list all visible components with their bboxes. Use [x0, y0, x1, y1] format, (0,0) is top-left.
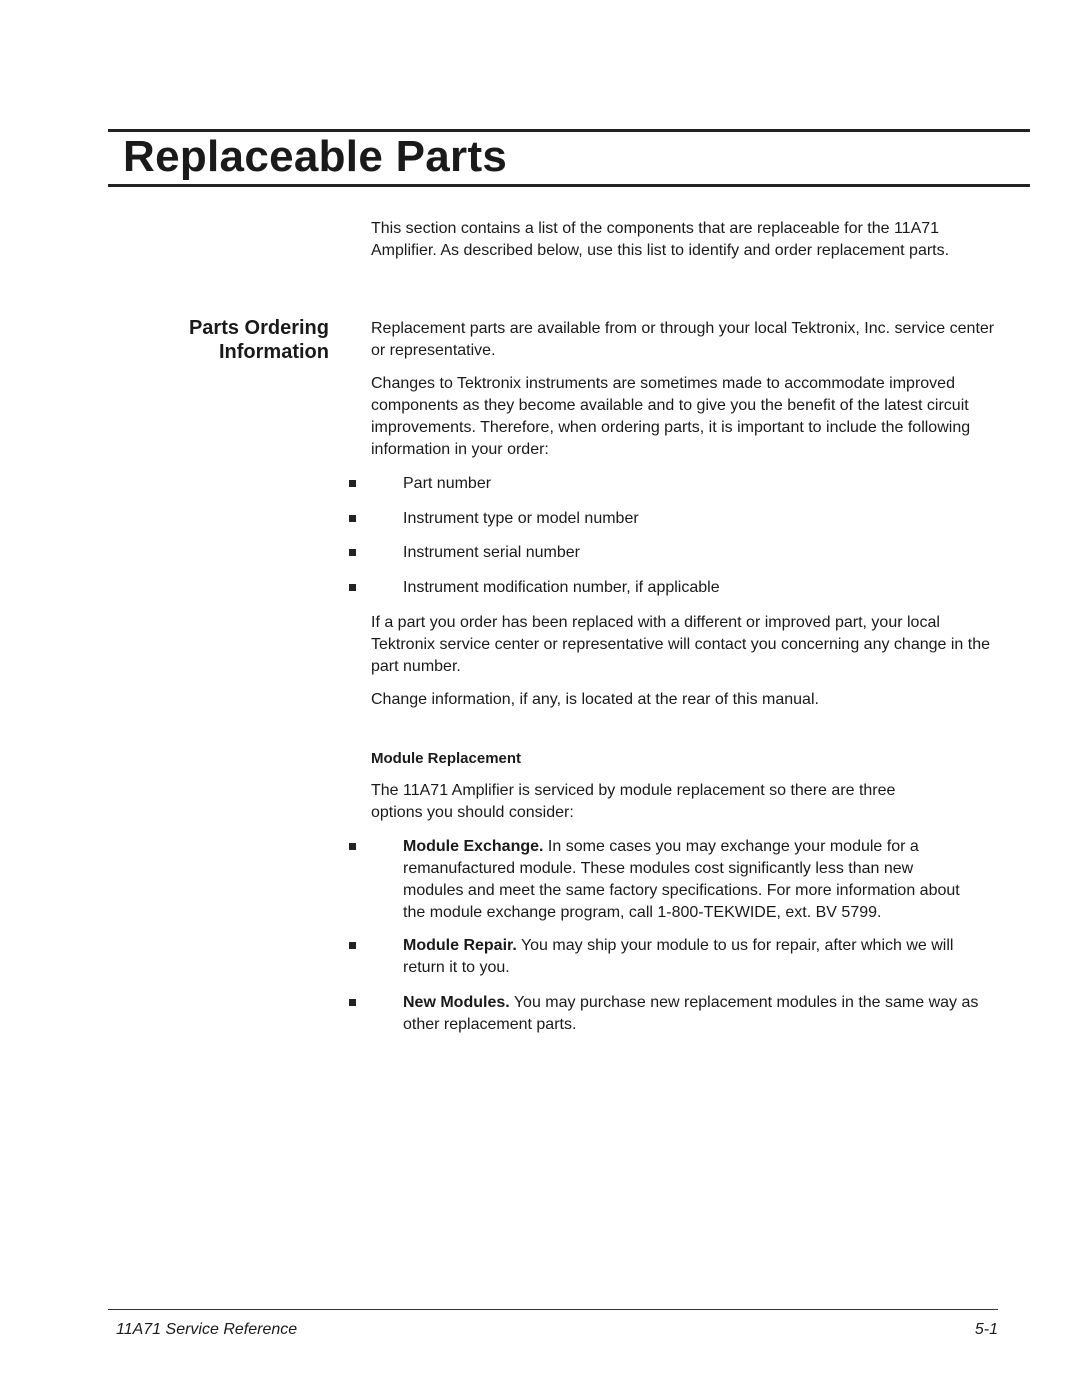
- list-item: New Modules. You may purchase new replacement modules in the same way as other replacement parts.: [349, 992, 984, 1036]
- page-number: 5-1: [974, 1321, 998, 1338]
- list-item: Part number: [349, 473, 999, 495]
- paragraph: Replacement parts are available from or through your local Tektronix, Inc. service center or representative.: [371, 320, 995, 359]
- section-heading: Parts Ordering Information: [188, 317, 329, 363]
- bullet-icon: [349, 942, 356, 949]
- paragraph: Change information, if any, is located at the rear of this manual.: [371, 691, 819, 708]
- paragraph: If a part you order has been replaced with a different or improved part, your local Tektronix service center or representative will contact you concerning any change in the part number.: [371, 614, 990, 675]
- list-item: Module Exchange. In some cases you may exchange your module for a remanufactured module. These modules cost significantly less than new modules and meet the same factory specifications. For more information about the module exchange program, call 1-800-TEKWIDE, ext. BV 5799.: [349, 836, 974, 924]
- bullet-icon: [349, 843, 356, 850]
- list-item: Instrument modification number, if applicable: [349, 577, 999, 599]
- footer-rule: [108, 1309, 998, 1310]
- list-item: Instrument type or model number: [349, 508, 999, 530]
- bullet-icon: [349, 549, 356, 556]
- bullet-icon: [349, 584, 356, 591]
- title-bottom-rule: [108, 184, 1030, 187]
- list-item: Module Repair. You may ship your module to us for repair, after which we will return it to you.: [349, 935, 984, 979]
- bullet-icon: [349, 480, 356, 487]
- paragraph: The 11A71 Amplifier is serviced by module replacement so there are three options you should consider:: [371, 782, 896, 821]
- paragraph: Changes to Tektronix instruments are sometimes made to accommodate improved components as they become available and to give you the benefit of the latest circuit improvements. Therefore, when ordering parts, it is important to include the following information in your order:: [371, 375, 971, 458]
- bullet-icon: [349, 999, 356, 1006]
- bullet-icon: [349, 515, 356, 522]
- footer-title: 11A71 Service Reference: [116, 1321, 298, 1338]
- intro-paragraph: This section contains a list of the components that are replaceable for the 11A71 Amplifier. As described below, use this list to identify and order replacement parts.: [371, 220, 950, 259]
- page-title: Replaceable Parts: [123, 132, 508, 181]
- list-item: Instrument serial number: [349, 542, 999, 564]
- subsection-heading: Module Replacement: [371, 750, 522, 767]
